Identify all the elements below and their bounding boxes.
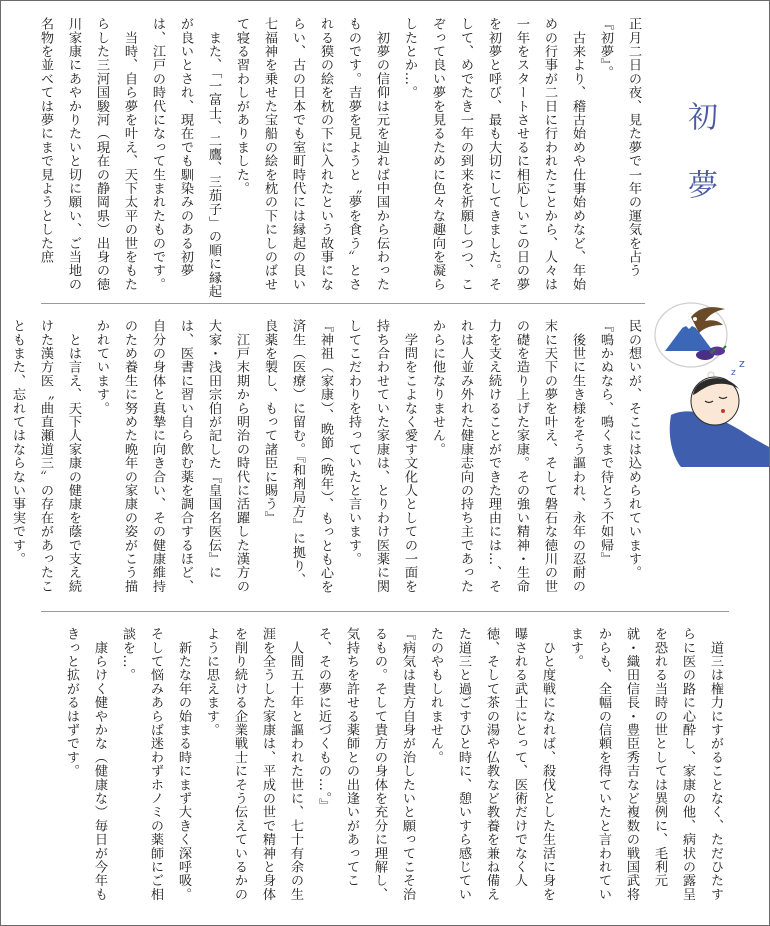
article-body-block-3: 道三は権力にすがることなく、ただひたすらに医の路に心酔し、家康の他、病状の露呈を恐れる当時の世としては異例に、毛利元就・織田信長・豊臣秀吉など複数の戦国武将からも、全幅の信頼を得ていたと言われています。 ひと度戦になれば、殺伐とした生活に身を曝される武士にとって、医術だけでなく人徳、そして茶の湯や仏教など教養を兼ね備えた道三と過ごすひと時に、憩いすら感じていたのやもしれません。 『病気は貴方自身が治したいと願ってこそ治るもの。そして貴方の身体を充分に理解し、気持ちを許せる薬師との出逢いがあってこそ、その夢に近づくもの…。』 人間五十年と謳われた世に、七十有余の生涯を全うした家康は、平成の世で精神と身体を削り続ける企業戦士にそう伝えているかのように思えます。 新たな年の始まる時にまず大きく深呼吸。そして悩みあらば迷わずホノミの薬師にご相談を…。 康らけく健やかな（健康な）毎日が今年もきっと拡がるはずです。 bbox=[64, 627, 723, 901]
article-body-block-1: 正月二日の夜、見た夢で一年の運気を占う『初夢』。 古来より、稽古始めや仕事始めなど、年始めの行事が二日に行われたことから、人々は一年をスタートさせるに相応しいこの日の夢を初夢と呼び、最も大切にしてきました。そして、めでたき一年の到来を祈願しつつ、こぞって良い夢を見るために色々な趣向を凝らしたとか…。 初夢の信仰は元を辿れば中国から伝わったものです。吉夢を見ようと〝夢を食う〟とされる獏の絵を枕の下に入れたという故事にならい、古の日本でも室町時代には縁起の良い七福神を乗せた宝船の絵を枕の下にしのばせて寝る習わしがありました。 また、「一富士、二鷹、三茄子」の順に縁起が良いとされ、現在でも馴染みのある初夢は、江戸の時代になって生まれたものです。 当時、自ら夢を叶え、天下太平の世をもたらした三河国駿河（現在の静岡県）出身の徳川家康にあやかりたいと切に願い、ご当地の名物を並べては夢にまで見ようとした庶 bbox=[38, 17, 641, 299]
section-divider-2 bbox=[41, 611, 729, 612]
eggplant-icon-2 bbox=[709, 347, 725, 356]
section-divider-1 bbox=[41, 303, 645, 304]
article-body-block-2: 民の想いが、そこには込められています。 『鳴かぬなら、鳴くまで待とう不如帰』 後世に生き様をそう謳われ、永年の忍耐の末に天下の夢を叶え、そして磐石な徳川の世の礎を造り上げた家康。その強い精神・生命力を支え続けることができた理由には…、それは人並み外れた健康志向の持ち主であったからに他なりません。 学問をこよなく愛す文化人としての一面を持ち合わせていた家康は、とりわけ医薬に関してこだわりを持っていたと言います。 『神祖（家康）、晩節（晩年）、もっとも心を済生（医療）に留む。『和剤局方』に拠り、良薬を製し、もって諸臣に賜う』 江戸末期から明治の時代に活躍した漢方の大家・浅田宗伯が記した『皇国名医伝』には、医書に習い自ら飲む薬を調合するほど、自分の身体と真摯に向き合い、その健康維持のため養生に努めた晩年の家康の姿がこう描かれています。 とは言え、天下人家康の健康を蔭で支え続けた漢方医〝曲直瀬道三〟の存在があったこともまた、忘れてはならない事実です。 bbox=[10, 319, 641, 594]
svg-text:z: z bbox=[731, 368, 736, 378]
svg-text:z: z bbox=[739, 357, 745, 370]
sleeping-person-illustration bbox=[651, 297, 769, 467]
article-title: 初夢 bbox=[682, 101, 717, 237]
